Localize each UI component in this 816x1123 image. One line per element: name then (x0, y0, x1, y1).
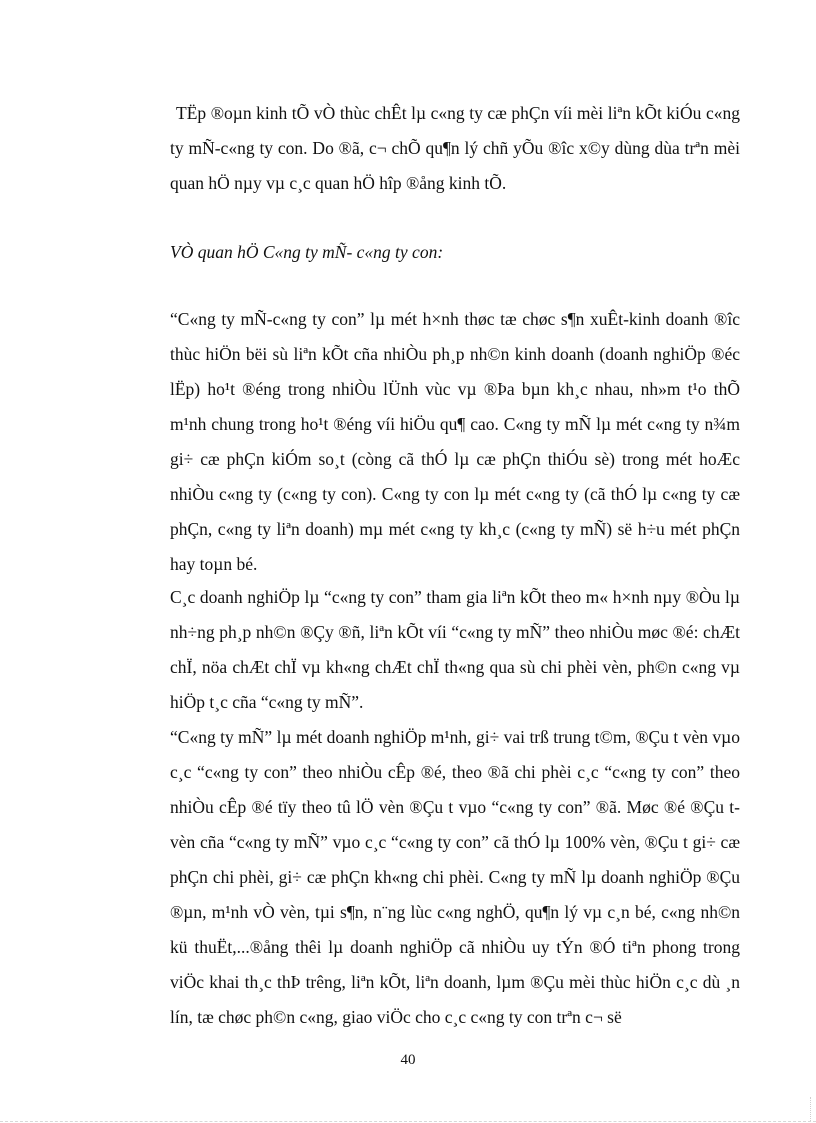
paragraph-intro: TËp ®oµn kinh tÕ vÒ thùc chÊt lµ c«ng ty cæ phÇn víi mèi liªn kÕt kiÓu c«ng ty mÑ-c«ng ty con. Do ®ã, c¬ chÕ qu¶n lý chñ yÕu ®îc x©y dùng dùa trªn mèi quan hÖ nµy vµ c¸c quan hÖ hîp ®ång kinh tÕ. (170, 103, 740, 193)
paragraph-definition: “C«ng ty mÑ-c«ng ty con” lµ mét h×nh thøc tæ chøc s¶n xuÊt-kinh doanh ®îc thùc hiÖn bëi sù liªn kÕt cña nhiÒu ph¸p nh©n kinh doanh (doanh nghiÖp ®éc lËp) ho¹t ®éng trong nhiÒu lÜnh vùc vµ ®Þa bµn kh¸c nhau, nh»m t¹o thÕ m¹nh chung trong ho¹t ®éng víi hiÖu qu¶ cao. C«ng ty mÑ lµ mét c«ng ty n¾m gi÷ cæ phÇn kiÓm so¸t (còng cã thÓ lµ cæ phÇn thiÓu sè) trong mét hoÆc nhiÒu c«ng ty (c«ng ty con). C«ng ty con lµ mét c«ng ty (cã thÓ lµ c«ng ty cæ phÇn, c«ng ty liªn doanh) mµ mét c«ng ty kh¸c (c«ng ty mÑ) së h÷u mét phÇn hay toµn bé. (170, 309, 740, 574)
page-bottom-rule (0, 1121, 816, 1122)
page-number: 40 (400, 1052, 416, 1068)
section-heading: VÒ quan hÖ C«ng ty mÑ- c«ng ty con: (170, 242, 444, 262)
page-edge-mark (810, 1097, 812, 1121)
paragraph-parent-company: “C«ng ty mÑ” lµ mét doanh nghiÖp m¹nh, gi÷ vai trß trung t©m, ®Çu t vèn vµo c¸c “c«ng ty con” theo nhiÒu cÊp ®é, theo ®ã chi phèi c¸c “c«ng ty con” theo nhiÒu cÊp ®é tïy theo tû lÖ vèn ®Çu t vµo “c«ng ty con” ®ã. Møc ®é ®Çu t vèn cña “c«ng ty mÑ” vµo c¸c “c«ng ty con” cã thÓ lµ 100% vèn, ®Çu t gi÷ cæ phÇn chi phèi, gi÷ cæ phÇn kh«ng chi phèi. C«ng ty mÑ lµ doanh nghiÖp ®Çu ®µn, m¹nh vÒ vèn, tµi s¶n, n¨ng lùc c«ng nghÖ, qu¶n lý vµ c¸n bé, c«ng nh©n kü thuËt,...®ång thêi lµ doanh nghiÖp cã nhiÒu uy tÝn ®Ó tiªn phong trong viÖc khai th¸c thÞ trêng, liªn kÕt, liªn doanh, lµm ®Çu mèi thùc hiÖn c¸c dù ¸n lín, tæ chøc ph©n c«ng, giao viÖc cho c¸c c«ng ty con trªn c¬ së (170, 727, 740, 1027)
paragraph-subsidiaries: C¸c doanh nghiÖp lµ “c«ng ty con” tham gia liªn kÕt theo m« h×nh nµy ®Òu lµ nh÷ng ph¸p nh©n ®Çy ®ñ, liªn kÕt víi “c«ng ty mÑ” theo nhiÒu møc ®é: chÆt chÏ, nöa chÆt chÏ vµ kh«ng chÆt chÏ th«ng qua sù chi phèi vèn, ph©n c«ng vµ hiÖp t¸c cña “c«ng ty mÑ”. (170, 587, 740, 712)
